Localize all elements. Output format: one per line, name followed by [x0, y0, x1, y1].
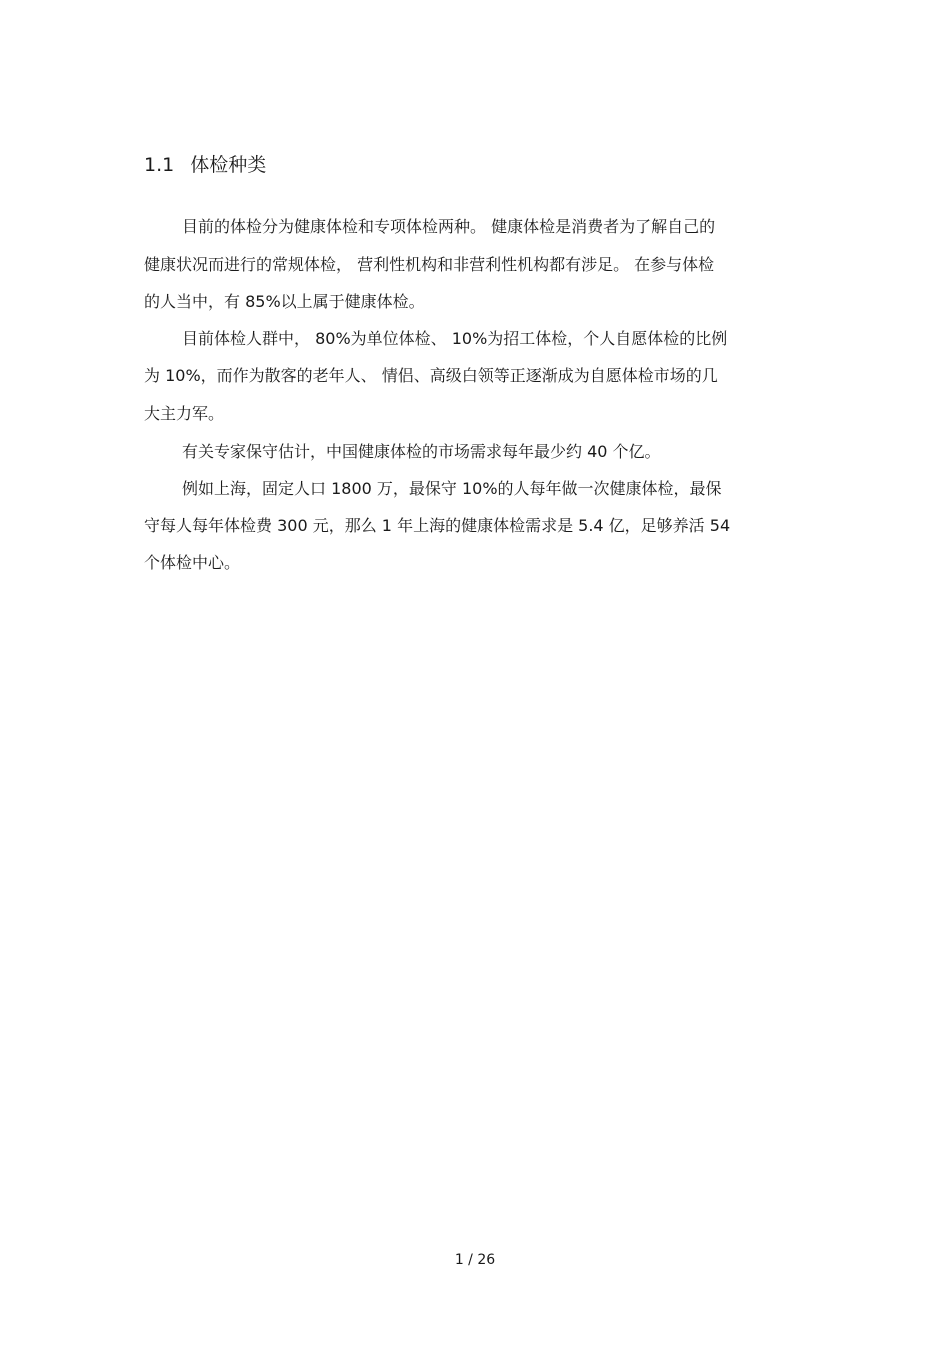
paragraph-2-line-3: 大主力军。 [144, 404, 225, 423]
paragraph-1-line-2: 健康状况而进行的常规体检， 营利性机构和非营利性机构都有涉足。 在参与体检 [144, 255, 715, 274]
paragraph-4-line-2: 守每人每年体检费 300 元，那么 1 年上海的健康体检需求是 5.4 亿，足够养活 54 [144, 516, 731, 535]
paragraph-1-line-3: 的人当中，有 85%以上属于健康体检。 [144, 292, 425, 311]
paragraph-4-line-3: 个体检中心。 [144, 553, 241, 572]
section-heading [144, 151, 266, 179]
paragraph-1-line-1: 目前的体检分为健康体检和专项体检两种。 健康体检是消费者为了解自己的 [182, 217, 716, 236]
section-title: 体检种类 [190, 154, 267, 176]
paragraph-3-line-1: 有关专家保守估计，中国健康体检的市场需求每年最少约 40 个亿。 [182, 442, 661, 461]
section-number: 1.1 [144, 154, 175, 176]
paragraph-2-line-1: 目前体检人群中， 80%为单位体检、 10%为招工体检，个人自愿体检的比例 [182, 329, 728, 348]
paragraph-2-line-2: 为 10%，而作为散客的老年人、 情侣、高级白领等正逐渐成为自愿体检市场的几 [144, 366, 718, 385]
page-number: 1 / 26 [454, 1252, 496, 1268]
paragraph-4-line-1: 例如上海，固定人口 1800 万，最保守 10%的人每年做一次健康体检，最保 [182, 479, 722, 498]
